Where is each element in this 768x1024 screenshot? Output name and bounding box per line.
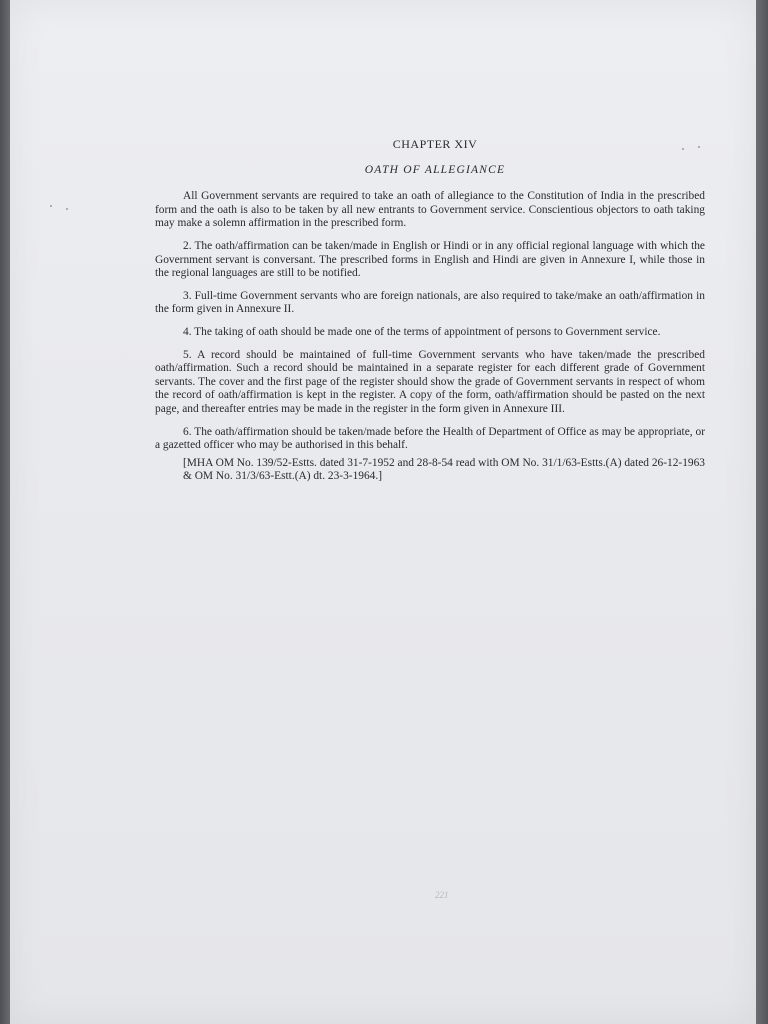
document-body xyxy=(155,138,705,484)
paragraph-2: 2. The oath/affirmation can be taken/made in English or Hindi or in any official regional language with which the Government servant is conversant. The prescribed forms in English and Hindi are given in Annexure I, while those in the regional languages are still to be notified. xyxy=(155,239,705,280)
chapter-title: CHAPTER XIV xyxy=(392,137,478,151)
scan-right-border xyxy=(756,0,768,1024)
scan-speck xyxy=(66,208,68,210)
page-number: 221 xyxy=(435,890,449,900)
section-title: OATH OF ALLEGIANCE xyxy=(364,163,506,176)
paragraph-5: 5. A record should be maintained of full-time Government servants who have taken/made the prescribed oath/affirmation. Such a record should be maintained in a separate register for each different grade of Government servants. The cover and the first page of the register should show the grade of Government servants in respect of whom the record of oath/affirmation is kept in the register. A copy of the form, oath/affirmation should be pasted on the next page, and thereafter entries may be made in the register in the form given in Annexure III. xyxy=(155,348,705,415)
paragraph-intro: All Government servants are required to take an oath of allegiance to the Constitution of India in the prescribed form and the oath is also to be taken by all new entrants to Government service. Conscientious objectors to oath taking may make a solemn affirmation in the prescribed form. xyxy=(155,190,705,230)
paragraph-3: 3. Full-time Government servants who are foreign nationals, are also required to take/make an oath/affirmation in the form given in Annexure II. xyxy=(155,289,705,316)
reference-citation: [MHA OM No. 139/52-Estts. dated 31-7-1952 and 28-8-54 read with OM No. 31/1/63-Estts.(A) dated 26-12-1963 & OM No. 31/3/63-Estt.(A) dt. 23-3-1964.] xyxy=(183,456,705,483)
paragraph-4: 4. The taking of oath should be made one of the terms of appointment of persons to Government service. xyxy=(183,325,661,338)
paragraph-6: 6. The oath/affirmation should be taken/made before the Health of Department of Office as may be appropriate, or a gazetted officer who may be authorised in this behalf. xyxy=(155,425,705,452)
scan-left-border xyxy=(0,0,10,1024)
scan-speck xyxy=(50,205,52,207)
document-page xyxy=(10,0,756,1024)
